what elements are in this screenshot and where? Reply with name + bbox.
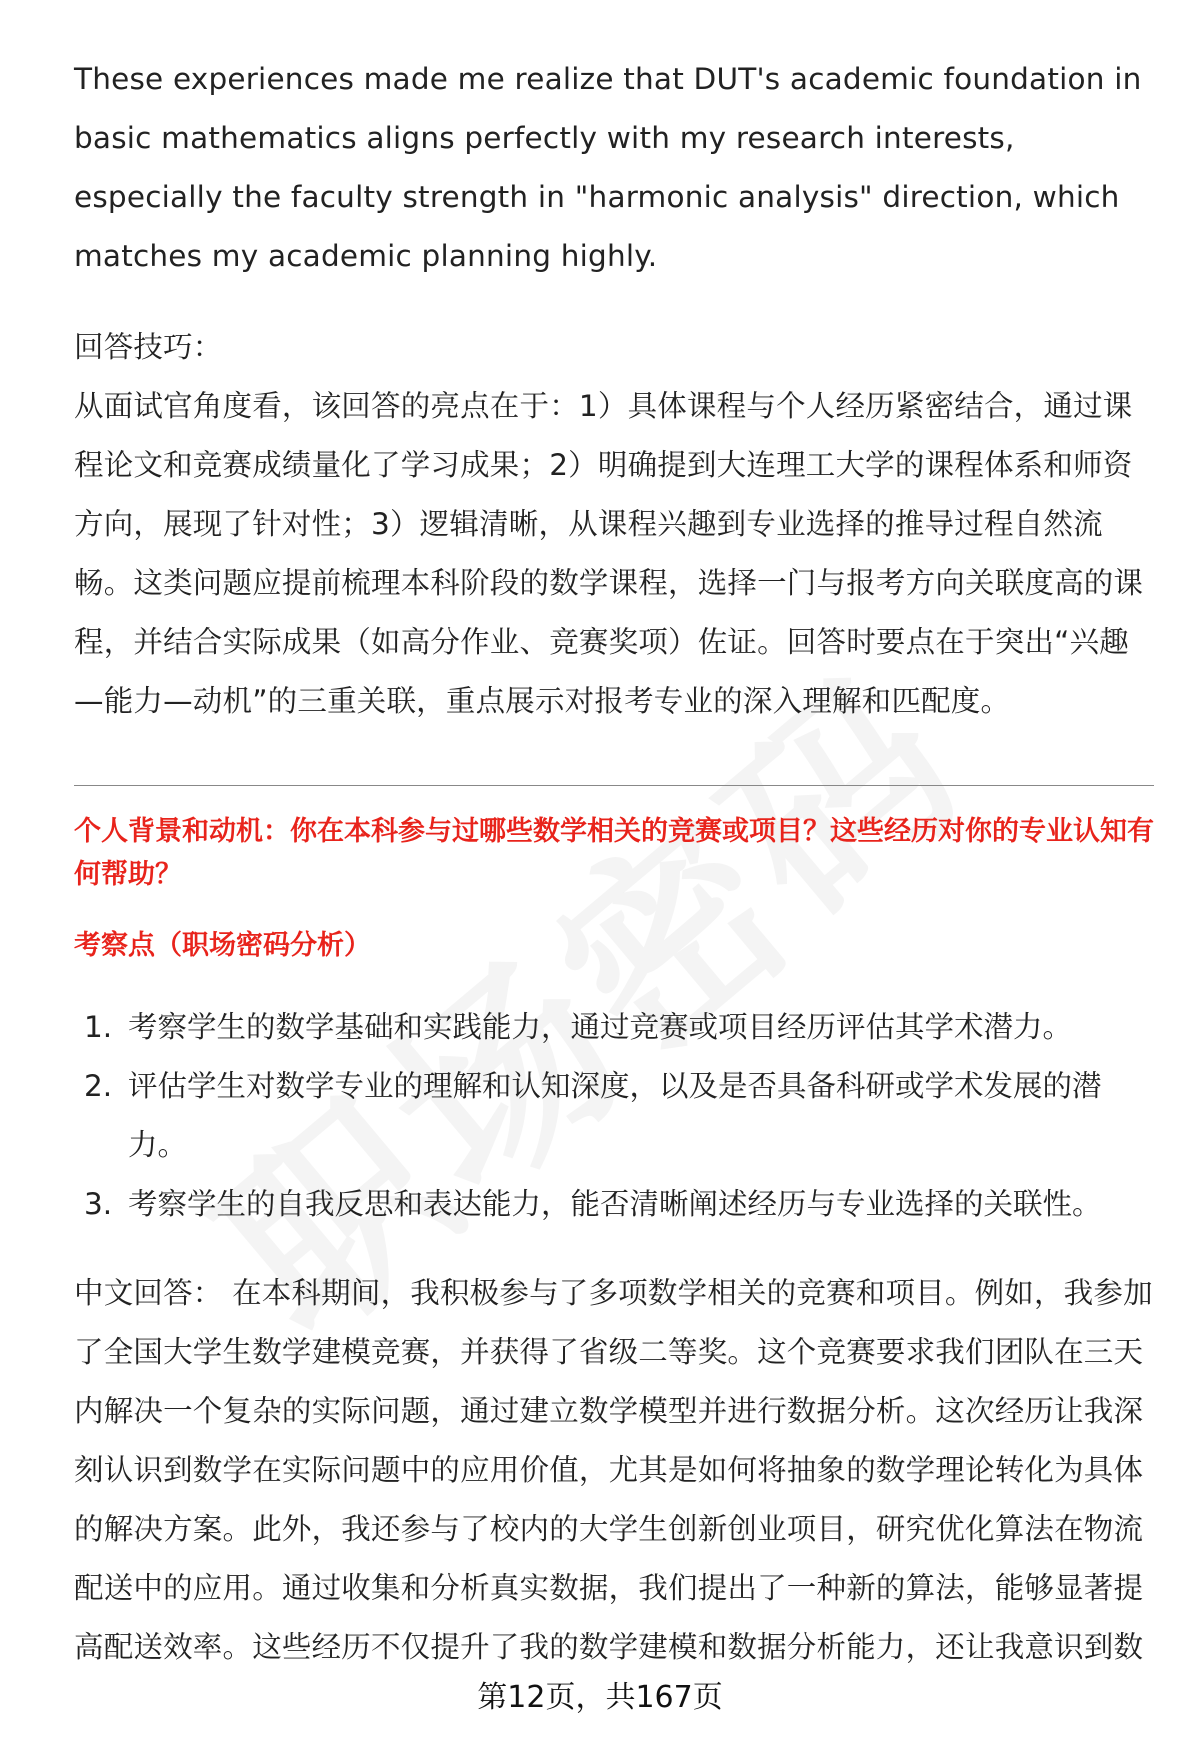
list-item-number: 1. — [84, 1010, 113, 1044]
list-item-text: 评估学生对数学专业的理解和认知深度，以及是否具备科研或学术发展的潜力。 — [128, 1069, 1102, 1162]
tips-label: 回答技巧： — [74, 330, 223, 364]
list-item-number: 3. — [84, 1187, 113, 1221]
list-item — [74, 1175, 1154, 1234]
section-divider — [74, 785, 1154, 786]
list-item — [74, 1057, 1154, 1175]
list-item-text: 考察学生的数学基础和实践能力，通过竞赛或项目经历评估其学术潜力。 — [128, 1010, 1073, 1044]
list-item — [74, 998, 1154, 1057]
chinese-answer: 中文回答： 在本科期间，我积极参与了多项数学相关的竞赛和项目。例如，我参加了全国大学生数学建模竞赛，并获得了省级二等奖。这个竞赛要求我们团队在三天内解决一个复杂的实际问题，通过建立数学模型并进行数据分析。这次经历让我深刻认识到数学在实际问题中的应用价值，尤其是如何将抽象的数学理论转化为具体的解决方案。此外，我还参与了校内的大学生创新创业项目，研究优化算法在物流配送中的应用。通过收集和分析真实数据，我们提出了一种新的算法，能够显著提高配送效率。这些经历不仅提升了我的数学建模和数据分析能力，还让我意识到数 — [74, 1276, 1153, 1664]
assessment-points-title: 考察点（职场密码分析） — [74, 930, 371, 961]
english-paragraph: These experiences made me realize that DUT's academic foundation in basic mathematics aligns perfectly with my research interests, especially the faculty strength in "harmonic analysis" direction, which matches my academic planning highly. — [74, 62, 1142, 273]
assessment-points-list — [74, 998, 1154, 1234]
list-item-number: 2. — [84, 1069, 113, 1103]
tips-body: 从面试官角度看，该回答的亮点在于：1）具体课程与个人经历紧密结合，通过课程论文和竞赛成绩量化了学习成果；2）明确提到大连理工大学的课程体系和师资方向，展现了针对性；3）逻辑清晰，从课程兴趣到专业选择的推导过程自然流畅。这类问题应提前梳理本科阶段的数学课程，选择一门与报考方向关联度高的课程，并结合实际成果（如高分作业、竞赛奖项）佐证。回答时要点在于突出“兴趣—能力—动机”的三重关联，重点展示对报考专业的深入理解和匹配度。 — [74, 389, 1144, 718]
list-item-text: 考察学生的自我反思和表达能力，能否清晰阐述经历与专业选择的关联性。 — [128, 1187, 1102, 1221]
page-number: 第12页，共167页 — [477, 1680, 723, 1715]
question-title: 个人背景和动机：你在本科参与过哪些数学相关的竞赛或项目？这些经历对你的专业认知有何帮助？ — [74, 816, 1154, 890]
